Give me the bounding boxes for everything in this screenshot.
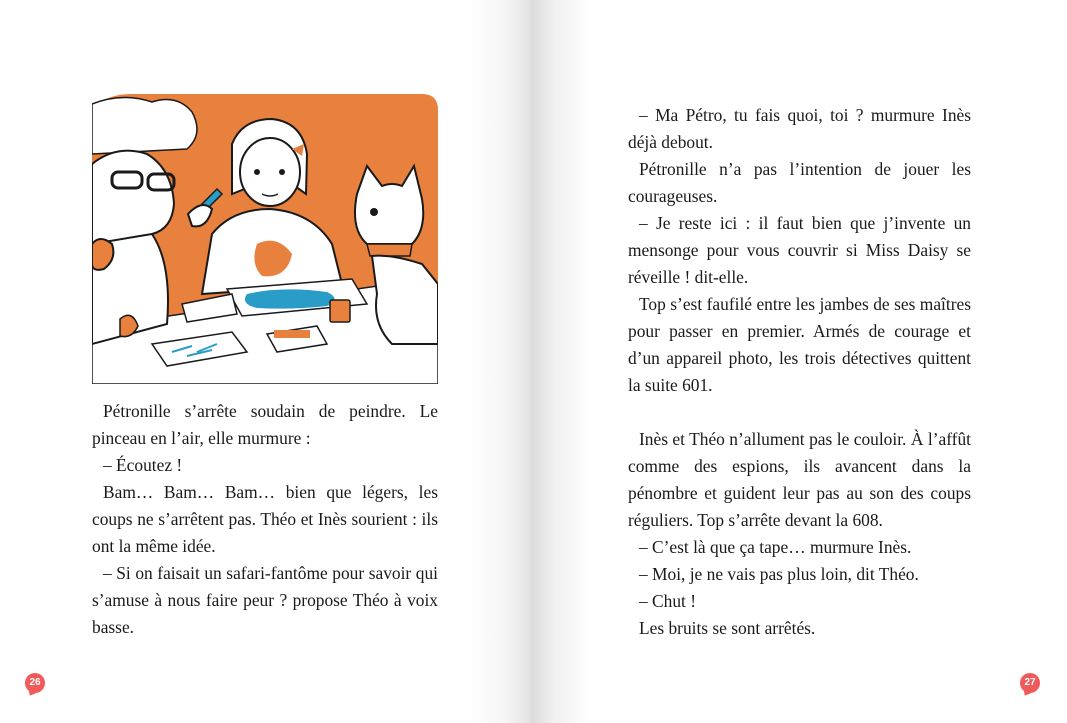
page-number-badge: 26 <box>25 673 45 693</box>
paragraph: Pétronille n’a pas l’intention de jouer les courageuses. <box>628 159 971 206</box>
right-page-text <box>628 102 971 642</box>
paragraph: Inès et Théo n’allument pas le couloir. À l’affût comme des espions, ils avancent dans la pénombre et guident leur pas au son des coups réguliers. Top s’arrête devant la 608. <box>628 429 971 530</box>
paragraph: – C’est là que ça tape… murmure Inès. <box>639 537 912 557</box>
paragraph: Top s’est faufilé entre les jambes de ses maîtres pour passer en premier. Armés de courage et d’un appareil photo, les trois détectives quittent la suite 601. <box>628 294 971 395</box>
paragraph: – Je reste ici : il faut bien que j’invente un mensonge pour vous couvrir si Miss Daisy se réveille ! dit-elle. <box>628 213 971 287</box>
page-number-badge: 27 <box>1020 673 1040 693</box>
paragraph: – Moi, je ne vais pas plus loin, dit Théo. <box>639 564 919 584</box>
paragraph: Pétronille s’arrête soudain de peindre. Le pinceau en l’air, elle murmure : <box>92 401 438 448</box>
left-page-text <box>92 398 438 641</box>
paragraph: Bam… Bam… Bam… bien que légers, les coups ne s’arrêtent pas. Théo et Inès sourient : ils ont la même idée. <box>92 482 438 556</box>
paragraph: – Écoutez ! <box>103 455 183 475</box>
three-kids-painting-with-cat-illustration <box>92 94 438 384</box>
paragraph: Les bruits se sont arrêtés. <box>639 618 816 638</box>
paragraph: – Si on faisait un safari-fantôme pour savoir qui s’amuse à nous faire peur ? propose Théo à voix basse. <box>92 563 438 637</box>
right-page <box>533 0 1067 723</box>
left-page <box>0 0 533 723</box>
chapter-illustration <box>92 94 438 384</box>
paragraph: – Ma Pétro, tu fais quoi, toi ? murmure Inès déjà debout. <box>628 105 971 152</box>
paragraph: – Chut ! <box>639 591 697 611</box>
